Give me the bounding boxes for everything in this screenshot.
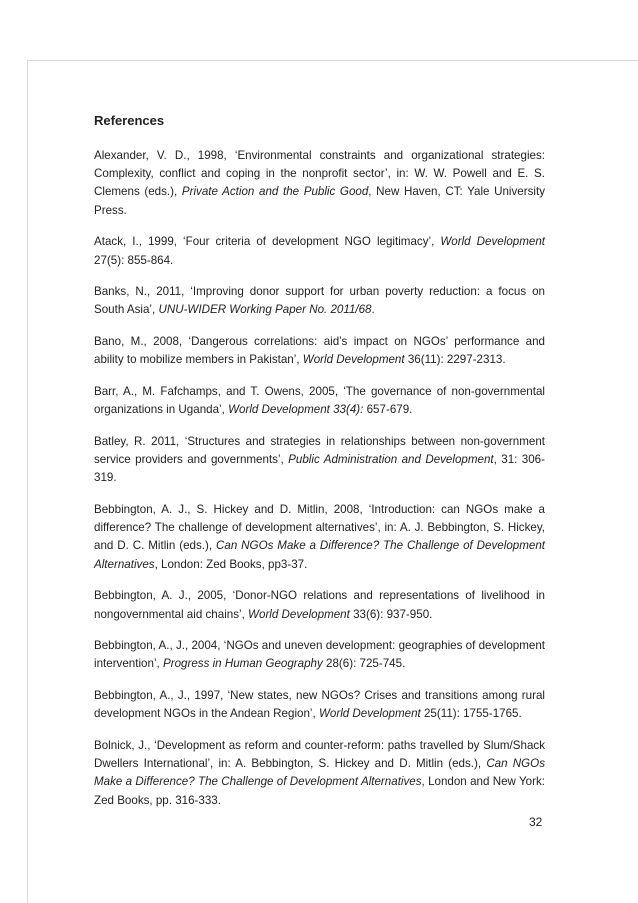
reference-entry: Bolnick, J., ‘Development as reform and counter-reform: paths travelled by Slum/Shack Dwellers International’, in: A. Bebbington, S. Hickey and D. Mitlin (eds.), Can NGOs Make a Difference? The Challenge of Development Alternatives, London and New York: Zed Books, pp. 316-333. <box>94 739 545 807</box>
page-number: 32 <box>529 815 543 829</box>
page-border-top <box>27 60 638 61</box>
reference-entry: Bebbington, A., J., 1997, ‘New states, new NGOs? Crises and transitions among rural development NGOs in the Andean Region’, World Development 25(11): 1755-1765. <box>94 689 545 721</box>
references-heading: References <box>94 113 165 128</box>
reference-entry: Banks, N., 2011, ‘Improving donor support for urban poverty reduction: a focus on South Asia’, UNU-WIDER Working Paper No. 2011/68. <box>94 285 545 317</box>
reference-entry: Bano, M., 2008, ‘Dangerous correlations: aid’s impact on NGOs’ performance and ability to mobilize members in Pakistan’, World Development 36(11): 2297-2313. <box>94 335 545 367</box>
reference-entry: Batley, R. 2011, ‘Structures and strategies in relationships between non-government service providers and governments’, Public Administration and Development, 31: 306-319. <box>94 434 545 485</box>
reference-entry: Bebbington, A. J., S. Hickey and D. Mitlin, 2008, ‘Introduction: can NGOs make a difference? The challenge of development alternatives’, in: A. J. Bebbington, S. Hickey, and D. C. Mitlin (eds.), Can NGOs Make a Difference? The Challenge of Development Alternatives, London: Zed Books, pp3-37. <box>94 503 545 571</box>
reference-entry: Alexander, V. D., 1998, ‘Environmental constraints and organizational strategies: Complexity, conflict and coping in the nonprofit sector’, in: W. W. Powell and E. S. Clemens (eds.), Private Action and the Public Good, New Haven, CT: Yale University Press. <box>94 149 546 217</box>
references-section <box>94 112 545 823</box>
reference-entry: Atack, I., 1999, ‘Four criteria of development NGO legitimacy’, World Development 27(5): 855-864. <box>94 235 545 267</box>
reference-entry: Bebbington, A. J., 2005, ‘Donor-NGO relations and representations of livelihood in nongovernmental aid chains’, World Development 33(6): 937-950. <box>94 589 545 621</box>
reference-entry: Barr, A., M. Fafchamps, and T. Owens, 2005, ‘The governance of non-governmental organizations in Uganda’, World Development 33(4): 657-679. <box>94 385 545 417</box>
page-border-left <box>27 60 28 903</box>
reference-entry: Bebbington, A., J., 2004, ‘NGOs and uneven development: geographies of development intervention’, Progress in Human Geography 28(6): 725-745. <box>94 639 545 671</box>
